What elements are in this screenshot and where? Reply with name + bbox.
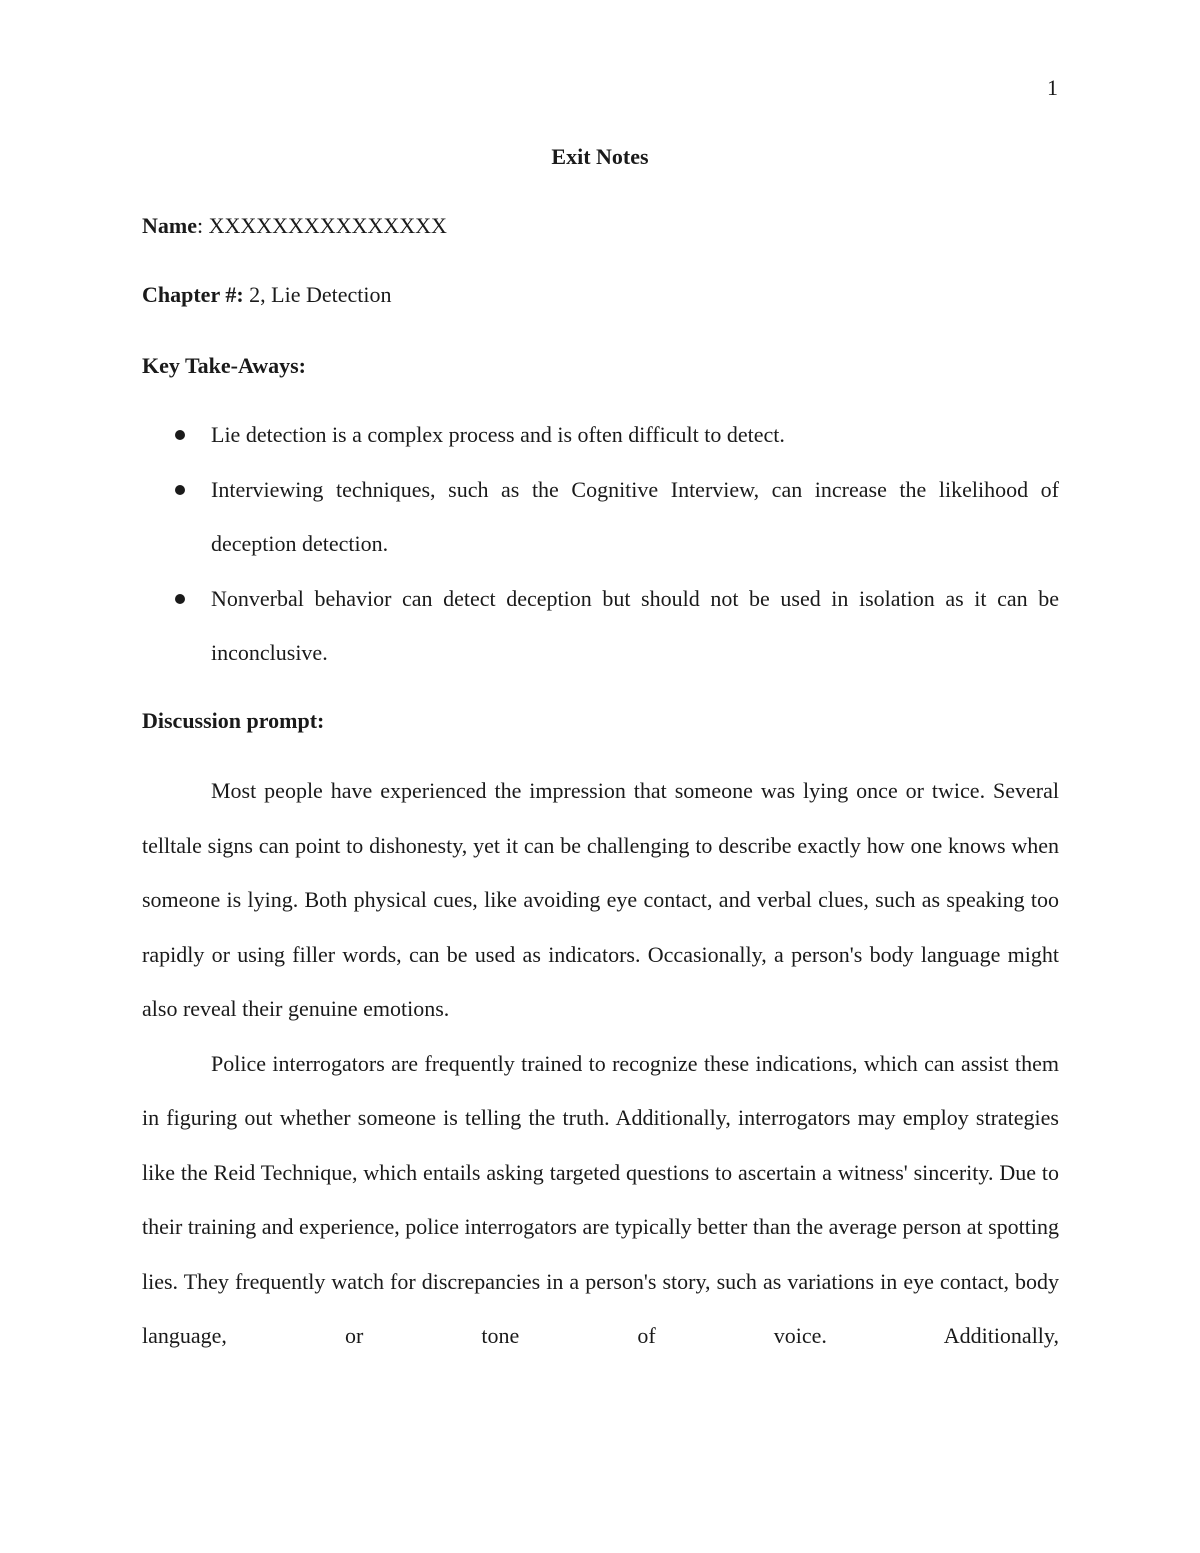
takeaway-item — [142, 463, 1059, 572]
takeaway-text: Interviewing techniques, such as the Cognitive Interview, can increase the likelihood of deception detection. — [211, 476, 1059, 556]
takeaway-item — [142, 408, 1059, 463]
page-number: 1 — [1047, 75, 1058, 100]
chapter-field — [142, 281, 392, 309]
chapter-value: 2, Lie Detection — [243, 282, 392, 307]
bullet-dot-icon — [175, 594, 185, 604]
takeaways-list — [142, 408, 1059, 681]
bullet-dot-icon — [175, 430, 185, 440]
name-label: Name — [142, 213, 197, 238]
discussion-body — [142, 764, 1059, 1364]
takeaway-text: Nonverbal behavior can detect deception but should not be used in isolation as it can be inconclusive. — [211, 585, 1059, 665]
body-paragraph: Police interrogators are frequently trained to recognize these indications, which can assist them in figuring out whether someone is telling the truth. Additionally, interrogators may employ strategies like the Reid Technique, which entails asking targeted questions to ascertain a witness' sincerity. Due to their training and experience, police interrogators are typically better than the average person at spotting lies. They frequently watch for discrepancies in a person's story, such as variations in eye contact, body language, or tone of voice. Additionally, — [142, 1050, 1059, 1348]
takeaway-text: Lie detection is a complex process and is often difficult to detect. — [211, 422, 785, 447]
chapter-label: Chapter #: — [142, 282, 244, 307]
bullet-dot-icon — [175, 485, 185, 495]
discussion-heading: Discussion prompt: — [142, 708, 325, 733]
body-paragraph: Most people have experienced the impression that someone was lying once or twice. Several telltale signs can point to dishonesty, yet it can be challenging to describe exactly how one knows when someone is lying. Both physical cues, like avoiding eye contact, and verbal clues, such as speaking too rapidly or using filler words, can be used as indicators. Occasionally, a person's body language might also reveal their genuine emotions. — [142, 778, 1059, 1021]
document-title: Exit Notes — [551, 144, 649, 169]
name-value: : XXXXXXXXXXXXXXX — [196, 213, 447, 238]
takeaway-item — [142, 572, 1059, 681]
name-field — [142, 212, 447, 240]
takeaways-heading: Key Take-Aways: — [142, 353, 306, 378]
